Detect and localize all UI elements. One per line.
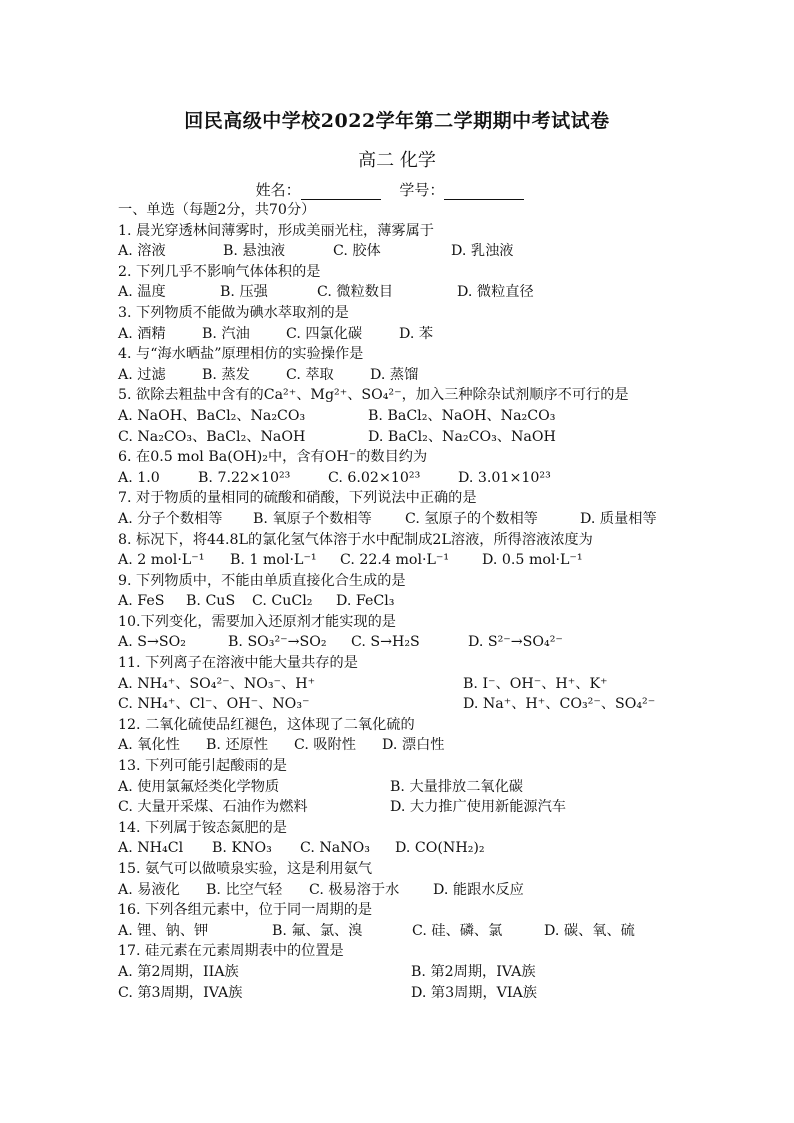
option: B. SO₃²⁻→SO₂ (228, 634, 327, 651)
question-stem: 10.下列变化，需要加入还原剂才能实现的是 (118, 613, 396, 630)
option: A. 第2周期，IIA族 (118, 963, 239, 980)
option: A. 分子个数相等 (118, 510, 223, 527)
option: A. 温度 (118, 284, 166, 301)
question-stem: 11. 下列离子在溶液中能大量共存的是 (118, 655, 358, 672)
option: C. 大量开采煤、石油作为燃料 (118, 799, 308, 816)
option: D. 蒸馏 (370, 366, 419, 383)
option-row (118, 777, 688, 798)
option: C. CuCl₂ (252, 593, 313, 610)
option-row (118, 674, 688, 695)
option: A. 酒精 (118, 325, 166, 342)
question-list (118, 200, 688, 1003)
option: C. 6.02×10²³ (328, 469, 421, 486)
question-stem: 14. 下列属于铵态氮肥的是 (118, 819, 287, 836)
option: C. Na₂CO₃、BaCl₂、NaOH (118, 428, 306, 445)
option: B. 第2周期，IVA族 (411, 963, 536, 980)
id-label: 学号： (399, 181, 445, 199)
option: A. 过滤 (118, 366, 166, 383)
option: B. 悬浊液 (223, 243, 286, 260)
option: D. 3.01×10²³ (458, 469, 551, 486)
option: D. 能跟水反应 (433, 881, 524, 898)
option-row (118, 694, 688, 715)
option: C. 萃取 (286, 366, 334, 383)
option: B. 1 mol·L⁻¹ (230, 552, 317, 569)
option: A. FeS (118, 593, 165, 610)
question-stem: 7. 对于物质的量相同的硫酸和硝酸，下列说法中正确的是 (118, 490, 477, 507)
option: D. 苯 (399, 325, 434, 342)
name-label: 姓名： (255, 181, 301, 199)
option-row (118, 591, 688, 612)
option: B. 大量排放二氧化碳 (390, 778, 523, 795)
option: A. NH₄⁺、SO₄²⁻、NO₃⁻、H⁺ (118, 675, 316, 692)
name-blank[interactable] (301, 183, 381, 200)
option: A. 溶液 (118, 243, 166, 260)
option: C. NaNO₃ (300, 840, 370, 857)
option: D. CO(NH₂)₂ (395, 840, 485, 857)
option: D. S²⁻→SO₄²⁻ (468, 634, 563, 651)
option: D. BaCl₂、Na₂CO₃、NaOH (368, 428, 556, 445)
option: A. 锂、钠、钾 (118, 922, 209, 939)
question-stem: 1. 晨光穿透林间薄雾时，形成美丽光柱，薄雾属于 (118, 222, 434, 239)
option: D. 0.5 mol·L⁻¹ (482, 552, 583, 569)
option-row (118, 962, 688, 983)
option: B. BaCl₂、NaOH、Na₂CO₃ (368, 407, 556, 424)
option-row (118, 282, 688, 303)
option: C. 氢原子的个数相等 (405, 510, 538, 527)
option: C. 硅、磷、氯 (412, 922, 503, 939)
option-row (118, 880, 688, 901)
question-stem: 15. 氨气可以做喷泉实验，这是利用氨气 (118, 861, 373, 877)
section-heading: 一、单选（每题2分，共70分） (118, 202, 316, 218)
option: A. 氧化性 (118, 737, 180, 754)
option-row (118, 983, 688, 1004)
option: B. 氟、氯、溴 (272, 922, 363, 939)
question-stem: 4. 与“海水晒盐”原理相仿的实验操作是 (118, 346, 364, 363)
option: D. Na⁺、H⁺、CO₃²⁻、SO₄²⁻ (463, 696, 656, 713)
option: A. S→SO₂ (118, 634, 186, 651)
option-row (118, 406, 688, 427)
option-row (118, 797, 688, 818)
option: D. 碳、氧、硫 (544, 922, 635, 939)
option: C. 胶体 (333, 243, 381, 260)
option: B. 比空气轻 (206, 881, 283, 898)
question-stem: 13. 下列可能引起酸雨的是 (118, 758, 287, 775)
option: C. 极易溶于水 (309, 881, 400, 898)
question-stem: 17. 硅元素在元素周期表中的位置是 (118, 943, 344, 960)
option-row (118, 550, 688, 571)
option: C. S→H₂S (351, 634, 420, 651)
option-row (118, 735, 688, 756)
option: D. 质量相等 (580, 510, 657, 527)
option: B. 氧原子个数相等 (253, 510, 372, 527)
option-row (118, 921, 688, 942)
question-stem: 16. 下列各组元素中，位于同一周期的是 (118, 902, 373, 919)
option: A. 使用氯氟烃类化学物质 (118, 778, 280, 795)
option: B. 压强 (220, 284, 268, 301)
option: C. 吸附性 (294, 737, 356, 754)
option: A. 1.0 (118, 469, 160, 486)
option-row (118, 427, 688, 448)
option: B. 汽油 (202, 325, 250, 342)
option: C. 微粒数目 (317, 284, 394, 301)
option-row (118, 468, 688, 489)
question-stem: 6. 在0.5 mol Ba(OH)₂中，含有OH⁻的数目约为 (118, 449, 428, 466)
question-stem: 9. 下列物质中，不能由单质直接化合生成的是 (118, 572, 406, 589)
option: A. 2 mol·L⁻¹ (118, 552, 205, 569)
option-row (118, 241, 688, 262)
option: B. I⁻、OH⁻、H⁺、K⁺ (463, 675, 608, 692)
exam-title: 回民高级中学校2022学年第二学期期中考试试卷 (184, 110, 610, 132)
option: B. 7.22×10²³ (198, 469, 291, 486)
student-info (0, 179, 794, 200)
option: B. KNO₃ (212, 840, 272, 857)
option: A. NaOH、BaCl₂、Na₂CO₃ (118, 407, 306, 424)
exam-subtitle: 高二 化学 (358, 150, 436, 171)
option: D. 乳浊液 (451, 243, 514, 260)
option-row (118, 509, 688, 530)
option-row (118, 632, 688, 653)
option: D. 第3周期，VIA族 (411, 984, 537, 1001)
question-stem: 2. 下列几乎不影响气体体积的是 (118, 263, 321, 280)
option: B. 蒸发 (202, 366, 250, 383)
question-stem: 8. 标况下，将44.8L的氯化氢气体溶于水中配制成2L溶液，所得溶液浓度为 (118, 531, 593, 548)
option-row (118, 324, 688, 345)
option: C. 四氯化碳 (286, 325, 363, 342)
option: C. NH₄⁺、Cl⁻、OH⁻、NO₃⁻ (118, 696, 310, 713)
option: D. FeCl₃ (336, 593, 395, 610)
option: A. NH₄Cl (118, 840, 184, 857)
question-stem: 12. 二氧化硫使品红褪色，这体现了二氧化硫的 (118, 716, 415, 733)
option: B. CuS (186, 593, 236, 610)
id-blank[interactable] (444, 183, 524, 200)
option: D. 大力推广使用新能源汽车 (390, 799, 566, 816)
question-stem: 3. 下列物质不能做为碘水萃取剂的是 (118, 304, 349, 321)
option: C. 第3周期，IVA族 (118, 984, 243, 1001)
option-row (118, 365, 688, 386)
option-row (118, 838, 688, 859)
option: D. 微粒直径 (457, 284, 534, 301)
option: D. 漂白性 (382, 737, 445, 754)
option: A. 易液化 (118, 881, 180, 898)
option: C. 22.4 mol·L⁻¹ (340, 552, 450, 569)
question-stem: 5. 欲除去粗盐中含有的Ca²⁺、Mg²⁺、SO₄²⁻，加入三种除杂试剂顺序不可行的是 (118, 387, 629, 404)
option: B. 还原性 (206, 737, 269, 754)
